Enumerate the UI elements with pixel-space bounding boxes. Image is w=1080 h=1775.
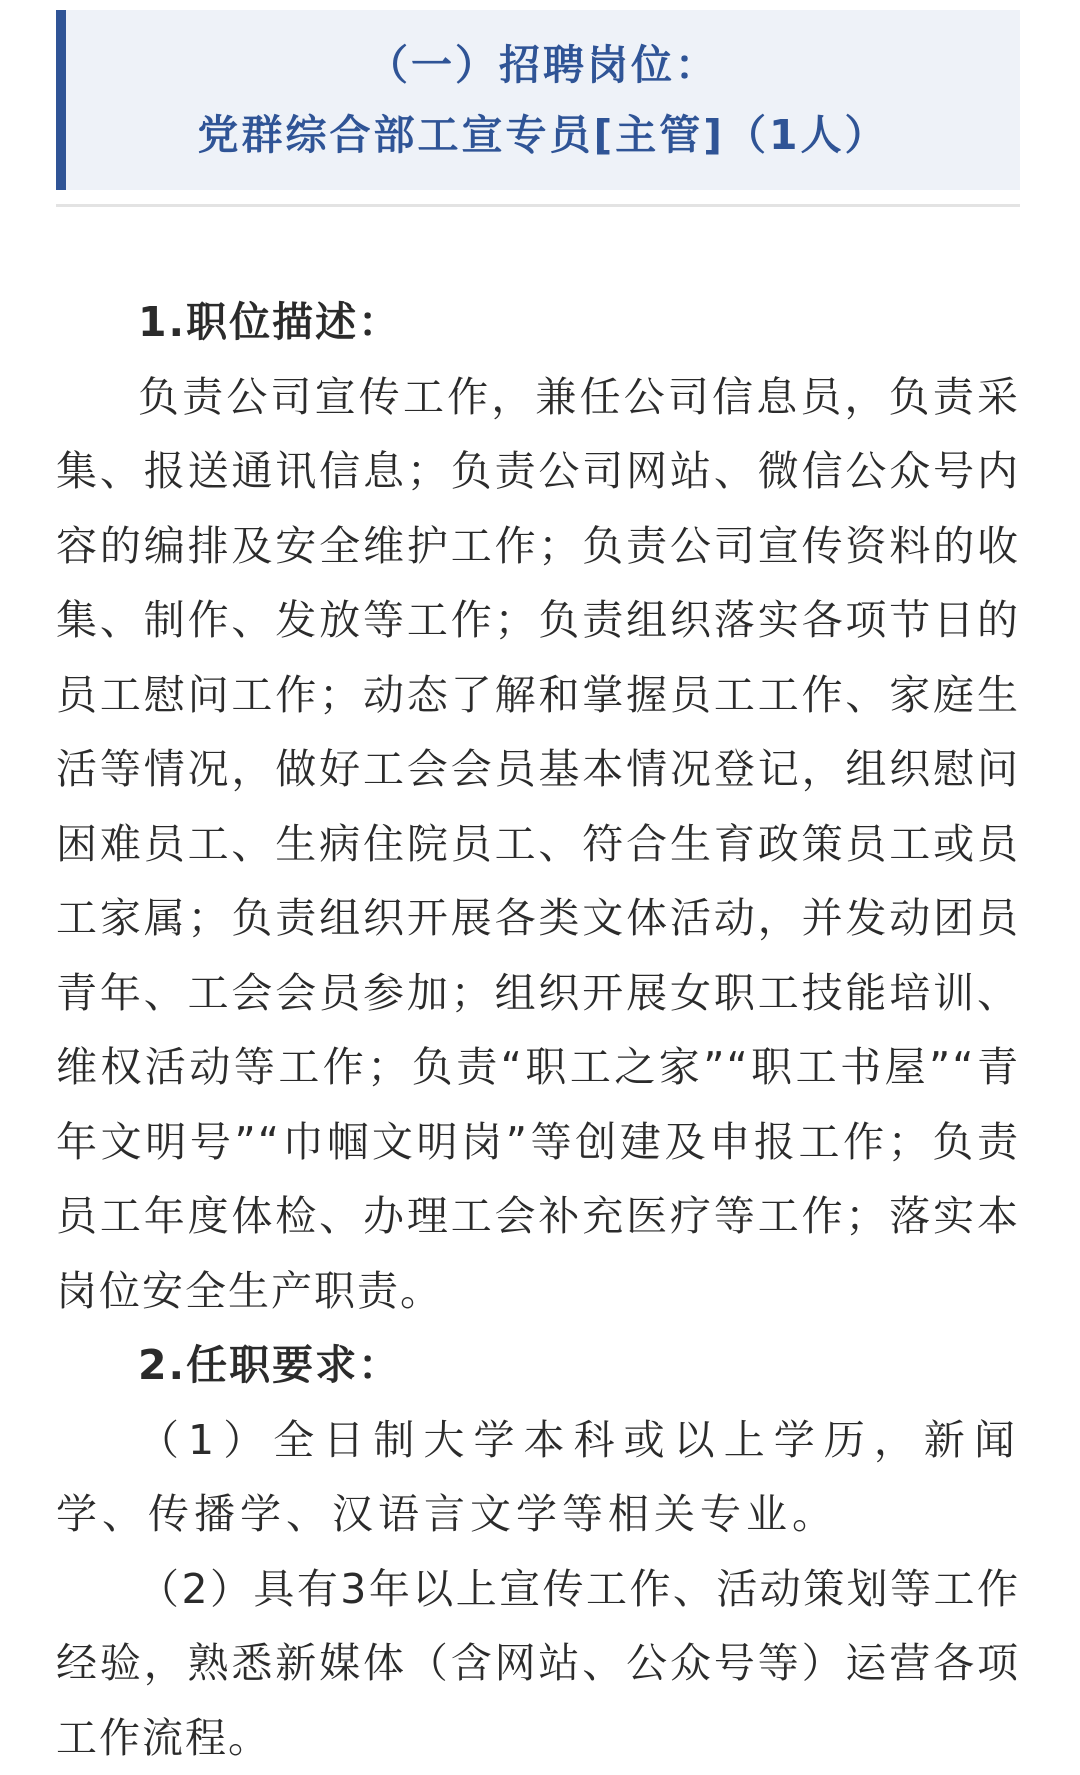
job-description-body: 负责公司宣传工作，兼任公司信息员，负责采集、报送通讯信息；负责公司网站、微信公众号内容的编排及安全维护工作；负责公司宣传资料的收集、制作、发放等工作；负责组织落实各项节日的员工慰问工作；动态了解和掌握员工工作、家庭生活等情况，做好工会会员基本情况登记，组织慰问困难员工、生病住院员工、符合生育政策员工或员工家属；负责组织开展各类文体活动，并发动团员青年、工会会员参加；组织开展女职工技能培训、维权活动等工作；负责“职工之家”“职工书屋”“青年文明号”“巾帼文明岗”等创建及申报工作；负责员工年度体检、办理工会补充医疗等工作；落实本岗位安全生产职责。 [56, 360, 1020, 1329]
job-description-heading: 1.职位描述： [56, 285, 1020, 360]
requirement-item-1: （1）全日制大学本科或以上学历，新闻学、传播学、汉语言文学等相关专业。 [56, 1403, 1020, 1552]
requirement-item-2: （2）具有3年以上宣传工作、活动策划等工作经验，熟悉新媒体（含网站、公众号等）运营各项工作流程。 [56, 1552, 1020, 1775]
section-title-line2: 党群综合部工宣专员[主管]（1人） [197, 100, 888, 170]
divider [56, 204, 1020, 207]
section-header [56, 10, 1020, 190]
requirements-heading: 2.任职要求： [56, 1328, 1020, 1403]
section-title-line1: （一）招聘岗位： [367, 30, 719, 100]
article-content [56, 285, 1020, 1775]
